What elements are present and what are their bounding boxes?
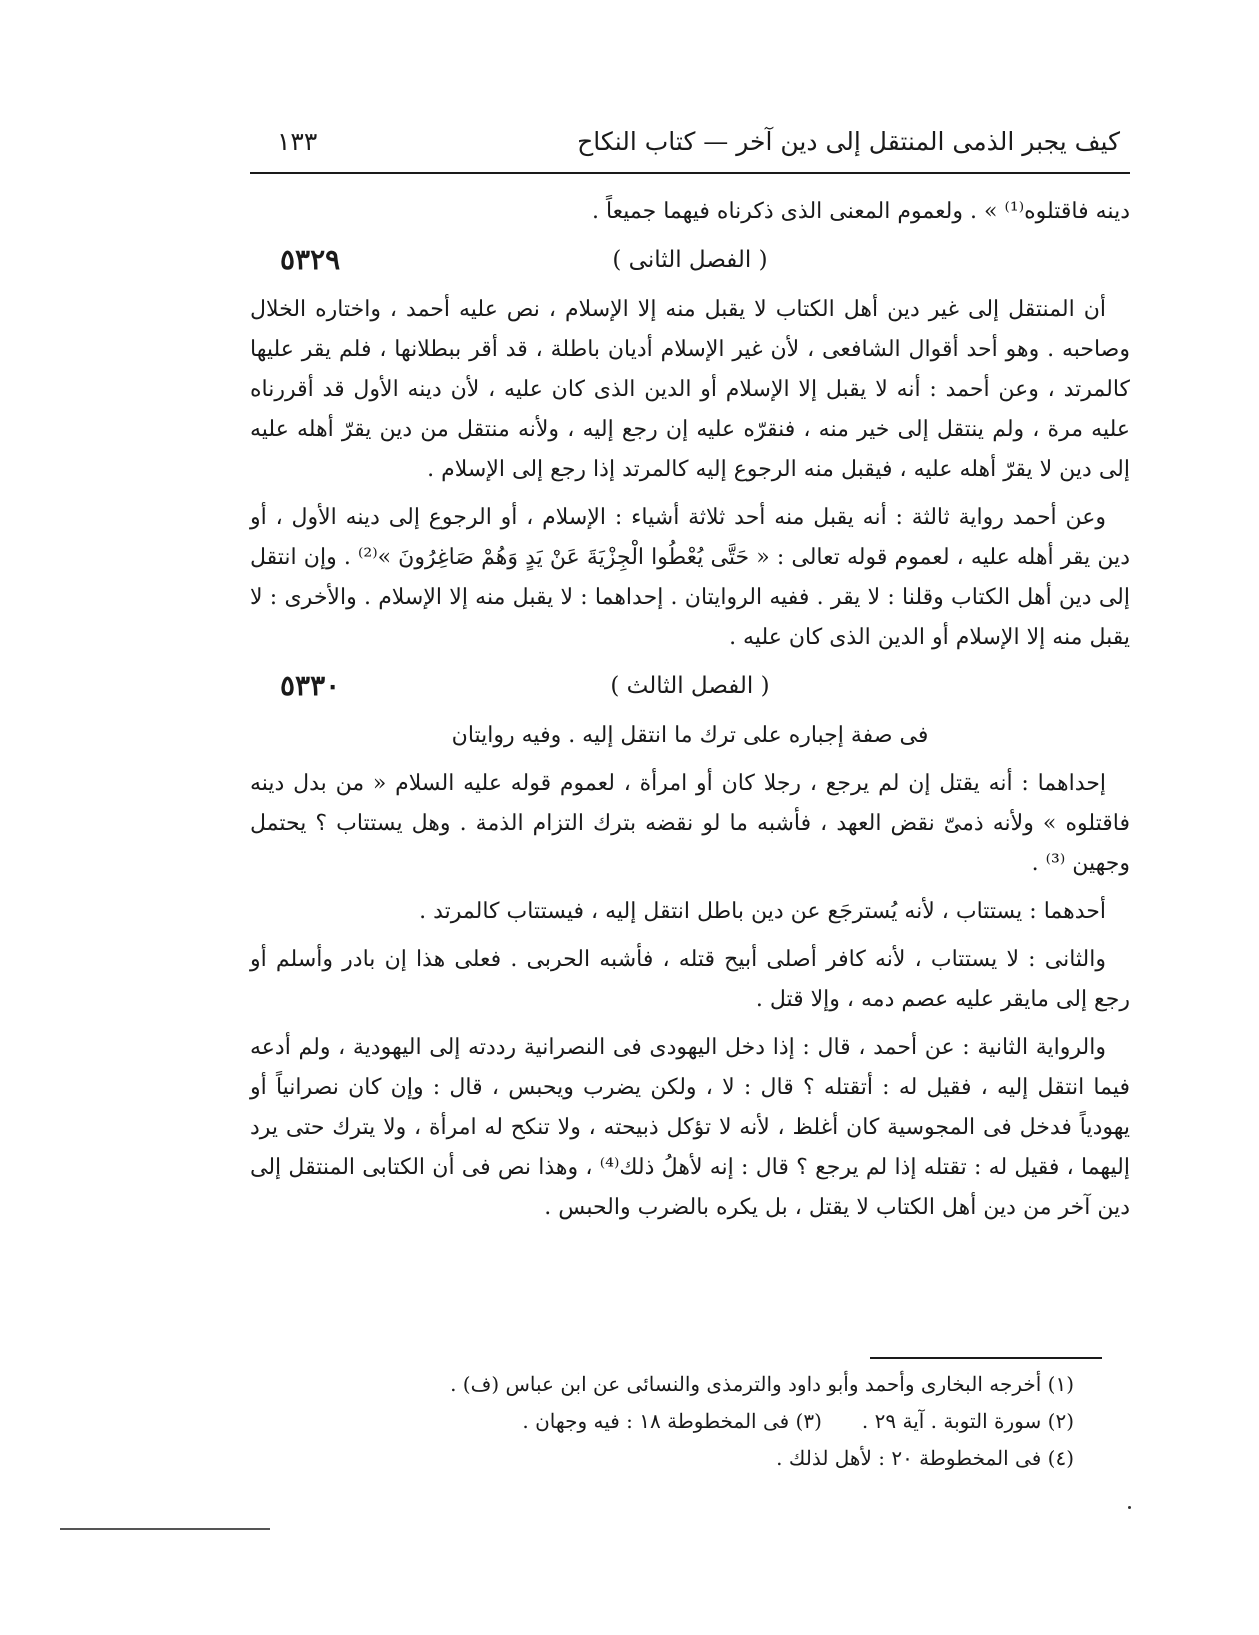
footnote: (٣) فى المخطوطة ١٨ : فيه وجهان .	[522, 1409, 822, 1433]
paragraph-continuation: دينه فاقتلوه⁽¹⁾ » . ولعموم المعنى الذى ذكرناه فيهما جميعاً .	[591, 199, 1130, 224]
paragraph: إحداهما : أنه يقتل إن لم يرجع ، رجلا كان أو امرأة ، لعموم قوله عليه السلام « من بدل دينه فاقتلوه » ولأنه ذمىّ نقض العهد ، فأشبه ما لو نقضه بترك التزام الذمة . وهل يستتاب ؟ يحتمل وجهين ⁽³⁾ .	[250, 771, 1130, 876]
paragraph: والثانى : لا يستتاب ، لأنه كافر أصلى أبيح قتله ، فأشبه الحربى . فعلى هذا إن بادر وأسلم أو رجع إلى مايقر عليه عصم دمه ، وإلا قتل .	[250, 947, 1130, 1012]
section-heading-5329	[250, 238, 1130, 286]
scan-edge-rule	[60, 1528, 270, 1530]
footnote: (١) أخرجه البخارى وأحمد وأبو داود والترمذى والنسائى عن ابن عباس (ف) .	[450, 1372, 1074, 1396]
scan-dot	[1128, 1506, 1131, 1509]
footnote: (٢) سورة التوبة . آية ٢٩ .	[861, 1409, 1074, 1433]
paragraph: أن المنتقل إلى غير دين أهل الكتاب لا يقبل منه إلا الإسلام ، نص عليه أحمد ، واختاره الخلال وصاحبه . وهو أحد أقوال الشافعى ، لأن غير الإسلام أديان باطلة ، قد أقر ببطلانها ، فلم يقر عليها كالمرتد ، وعن أحمد : أنه لا يقبل إلا الإسلام أو الدين الذى كان عليه ، لأن دينه الأول قد أقررناه عليه مرة ، ولم ينتقل إلى خير منه ، فنقرّه عليه إن رجع إليه ، ولأنه منتقل من دين يقرّ أهله عليه إلى دين لا يقرّ أهله عليه ، فيقبل منه الرجوع إليه كالمرتد إذا رجع إلى الإسلام .	[250, 297, 1130, 482]
header-rule	[250, 172, 1130, 174]
section-number: ٥٣٣٠	[280, 669, 341, 702]
section-number: ٥٣٢٩	[280, 243, 341, 276]
running-header	[255, 126, 1120, 166]
section-title: ( الفصل الثالث )	[610, 673, 770, 699]
page-number: ١٣٣	[277, 127, 318, 156]
footnote-row	[394, 1403, 1074, 1440]
paragraph: وعن أحمد رواية ثالثة : أنه يقبل منه أحد ثلاثة أشياء : الإسلام ، أو الرجوع إلى دينه الأول ، أو دين يقر أهله عليه ، لعموم قوله تعالى : « حَتَّى يُعْطُوا الْجِزْيَةَ عَنْ يَدٍ وَهُمْ صَاغِرُونَ »⁽²⁾ . وإن انتقل إلى دين أهل الكتاب وقلنا : لا يقر . ففيه الروايتان . إحداهما : لا يقبل منه إلا الإسلام . والأخرى : لا يقبل منه إلا الإسلام أو الدين الذى كان عليه .	[250, 505, 1130, 650]
footnote-rule	[870, 1357, 1102, 1359]
paragraph: والرواية الثانية : عن أحمد ، قال : إذا دخل اليهودى فى النصرانية رددته إلى اليهودية ، ولم أدعه فيما انتقل إليه ، فقيل له : أتقتله ؟ قال : لا ، ولكن يضرب ويحبس ، قال : وإن كان نصرانياً أو يهودياً فدخل فى المجوسية كان أغلظ ، لأنه لا تؤكل ذبيحته ، ولا تنكح له امرأة ، ولا يترك حتى يرد إليهما ، فقيل له : تقتله إذا لم يرجع ؟ قال : إنه لأهلُ ذلك⁽⁴⁾ ، وهذا نص فى أن الكتابى المنتقل إلى دين آخر من دين أهل الكتاب لا يقتل ، بل يكره بالضرب والحبس .	[250, 1035, 1131, 1220]
section-intro: فى صفة إجباره على ترك ما انتقل إليه . وفيه روايتان	[451, 723, 929, 748]
section-title: ( الفصل الثانى )	[612, 247, 768, 273]
footnote: (٤) فى المخطوطة ٢٠ : لأهل لذلك .	[776, 1446, 1074, 1470]
paragraph: أحدهما : يستتاب ، لأنه يُسترجَع عن دين باطل انتقل إليه ، فيستتاب كالمرتد .	[419, 899, 1106, 924]
section-heading-5330	[250, 664, 1130, 712]
footnotes	[394, 1366, 1074, 1477]
main-text	[250, 192, 1130, 1228]
running-title: كيف يجبر الذمى المنتقل إلى دين آخر — كتاب النكاح	[577, 127, 1120, 156]
